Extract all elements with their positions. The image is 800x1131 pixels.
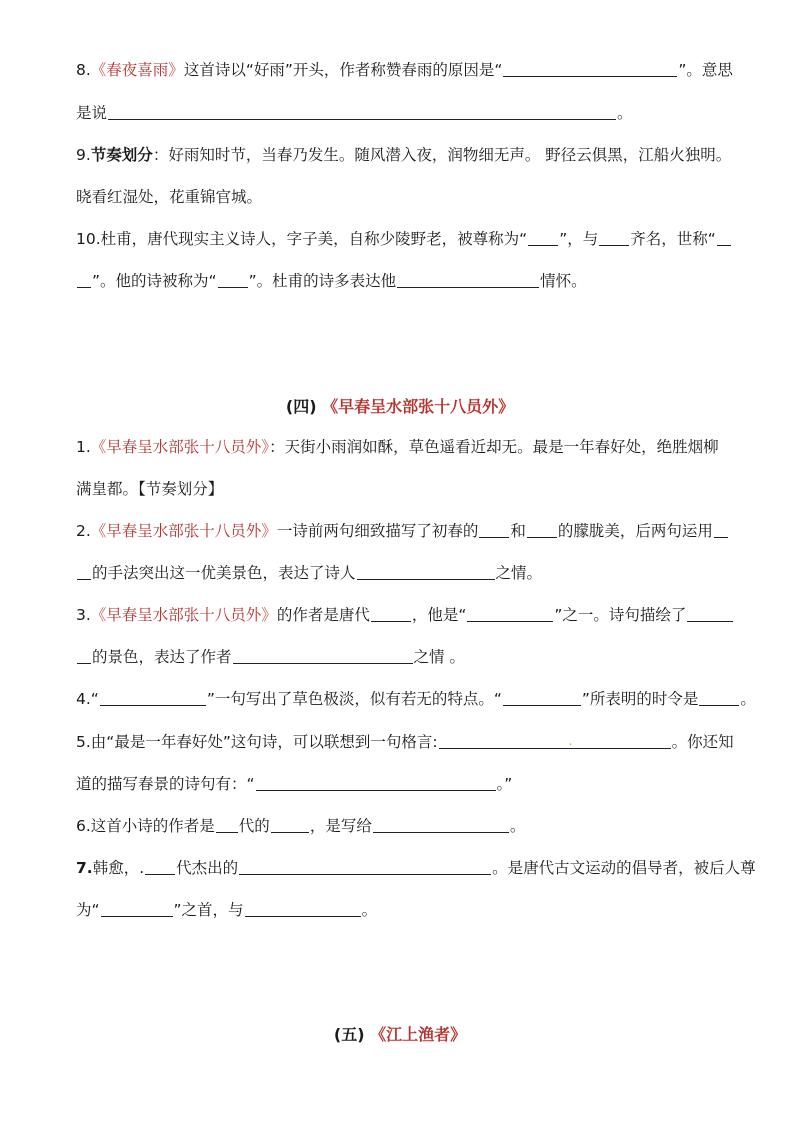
answer-blank[interactable] [357,563,495,580]
question-text: ”所表明的时令是 [581,690,699,708]
s4-question-7-line-1 [76,857,770,879]
answer-blank[interactable] [145,858,175,875]
s4-question-5-line-1 [76,731,770,753]
stray-dot: . [568,734,573,748]
question-text: ”之首，与 [173,901,244,919]
answer-blank[interactable] [503,689,581,706]
question-text: ，他是“ [411,606,467,624]
poem-title: 《早春呈水部张十八员外》 [90,522,277,540]
question-text: 6.这首小诗的作者是 [76,817,215,835]
question-8-line-1 [76,59,770,81]
answer-blank[interactable] [233,647,413,664]
answer-blank[interactable] [599,229,629,246]
question-8-line-2 [76,102,770,124]
question-text: 之情。 [495,564,543,582]
question-text: 为“ [76,901,100,919]
s4-question-2-line-2 [76,562,770,584]
question-text: ”，与 [559,230,599,248]
answer-blank[interactable] [271,816,309,833]
question-text: 齐名，世称“ [630,230,716,248]
question-text: ”。他的诗被称为“ [92,272,217,290]
question-text: ”。意思 [678,61,733,79]
s4-question-1-line-2 [76,478,770,500]
answer-blank[interactable] [714,521,728,538]
question-text: 的作者是唐代 [276,606,370,624]
s4-question-4-line-1 [76,688,770,710]
question-text: 这首诗以“好雨”开头，作者称赞春雨的原因是“ [183,61,503,79]
question-text: 的朦胧美，后两句运用 [557,522,713,540]
question-text: 。是唐代古文运动的倡导者，被后人尊 [492,859,756,877]
answer-blank[interactable] [699,689,739,706]
question-text: ，是写给 [309,817,372,835]
poem-title: 《早春呈水部张十八员外》 [90,606,277,624]
question-9-line-2 [76,186,770,208]
question-text: 。你还知 [671,733,734,751]
answer-blank[interactable] [503,60,677,77]
s4-question-3-line-1 [76,604,770,626]
answer-blank[interactable] [100,689,206,706]
question-number: 9. [76,146,91,164]
answer-blank[interactable] [527,521,557,538]
question-text: 和 [510,522,526,540]
answer-blank[interactable] [479,521,509,538]
question-text: 韩愈，. [92,859,145,877]
answer-blank[interactable] [101,900,173,917]
answer-blank[interactable] [108,103,616,120]
answer-blank[interactable] [528,229,558,246]
question-number: 3. [76,606,91,624]
question-text: 5.由“最是一年春好处”这句诗，可以联想到一句格言: [76,733,438,751]
section-number: (四) [285,397,317,416]
answer-blank[interactable] [218,271,248,288]
section-5-heading [0,1024,800,1046]
question-10-line-2 [76,270,770,292]
s4-question-6-line-1 [76,815,770,837]
question-text: 。 [361,901,378,919]
answer-blank[interactable] [77,563,91,580]
answer-blank[interactable] [216,816,238,833]
answer-blank[interactable] [77,271,91,288]
s4-question-1-line-1 [76,436,770,458]
section-title: 《早春呈水部张十八员外》 [322,397,515,416]
question-text: ”之一。诗句描绘了 [554,606,687,624]
answer-blank[interactable] [717,229,731,246]
s4-question-5-line-2 [76,773,770,795]
question-number: 1. [76,438,91,456]
s4-question-2-line-1 [76,520,770,542]
answer-blank[interactable] [373,816,509,833]
question-text: 4.“ [76,690,99,708]
question-text: 的景色，表达了作者 [92,648,232,666]
answer-blank[interactable] [256,774,496,791]
question-number: 2. [76,522,91,540]
poem-text: ：天街小雨润如酥，草色遥看近却无。最是一年春好处，绝胜烟柳 [269,438,719,456]
question-text: 代杰出的 [176,859,239,877]
question-text: 10.杜甫，唐代现实主义诗人，字子美，自称少陵野老，被尊称为“ [76,230,528,248]
answer-blank[interactable] [687,605,733,622]
question-text: ”一句写出了草色极淡，似有若无的特点。“ [206,690,502,708]
question-text: 代的 [238,817,270,835]
question-number: 7. [76,859,93,877]
question-text: 道的描写春景的诗句有：“ [76,775,255,793]
answer-blank[interactable] [77,647,91,664]
question-text: 。 [740,690,756,708]
poem-title: 《早春呈水部张十八员外》 [90,438,270,456]
question-10-line-1 [76,228,770,250]
section-title: 《江上渔者》 [370,1025,467,1044]
answer-blank[interactable] [371,605,411,622]
question-text: 的手法突出这一优美景色，表达了诗人 [92,564,356,582]
question-text: 。 [509,817,526,835]
s4-question-7-line-2 [76,899,770,921]
answer-blank[interactable] [439,732,671,749]
question-text: 。” [496,775,513,793]
question-text: 之情 。 [413,648,465,666]
question-text: 一诗前两句细致描写了初春的 [276,522,479,540]
poem-text: ：好雨知时节，当春乃发生。随风潜入夜，润物细无声。 野径云俱黑，江船火独明。 [152,146,732,164]
section-4-heading [0,396,800,418]
poem-text: 晓看红湿处，花重锦官城。 [76,188,263,206]
rhythm-label: 节奏划分 [90,146,153,164]
answer-blank[interactable] [245,900,361,917]
question-number: 8. [76,61,91,79]
answer-blank[interactable] [467,605,553,622]
poem-text: 满皇都。【节奏划分】 [76,480,224,498]
question-text: 。 [617,104,633,122]
question-text: 是说 [76,104,108,122]
poem-title: 《春夜喜雨》 [90,61,184,79]
answer-blank[interactable] [239,858,491,875]
section-number: (五) [333,1025,365,1044]
answer-blank[interactable] [397,271,539,288]
question-text: ”。杜甫的诗多表达他 [248,272,397,290]
s4-question-3-line-2 [76,646,770,668]
question-text: 情怀。 [540,272,587,290]
question-9-line-1 [76,144,770,166]
